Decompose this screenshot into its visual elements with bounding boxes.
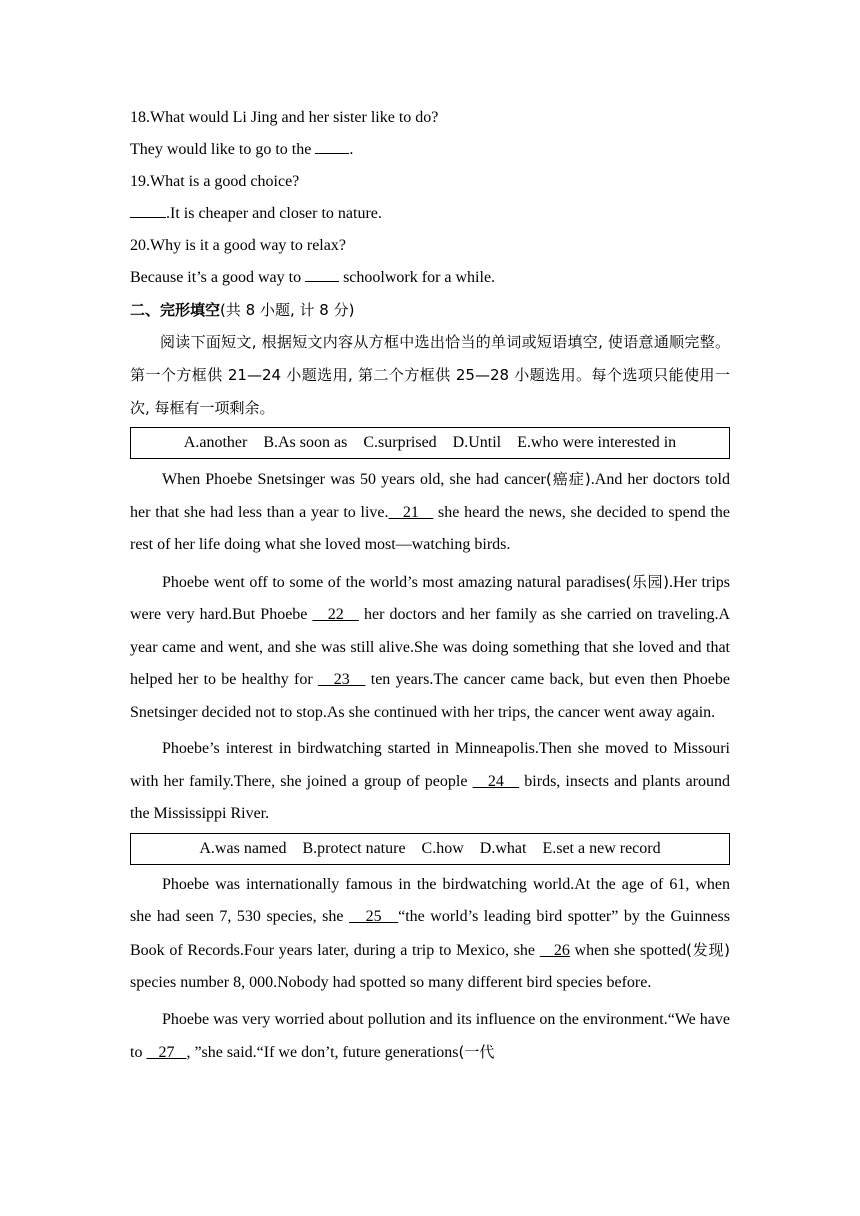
section-instructions: 阅读下面短文, 根据短文内容从方框中选出恰当的单词或短语填空, 使语意通顺完整。第一个方框供 21—24 小题选用, 第二个方框供 25—28 小题选用。每个选项只能使用一次, 每框有一项剩余。 (130, 333, 730, 417)
answer-18: They would like to go to the . (130, 141, 354, 158)
option-box-2-b: B.protect nature (302, 839, 406, 857)
blank-24: 24 (472, 772, 520, 790)
blank-26: 26 (539, 941, 570, 959)
option-box-2-e: E.set a new record (542, 839, 661, 857)
answer-19: .It is cheaper and closer to nature. (130, 198, 730, 230)
option-box-2-d: D.what (479, 839, 527, 857)
question-20: 20.Why is it a good way to relax? (130, 237, 346, 254)
blank-23: 23 (317, 671, 366, 688)
question-18: 18.What would Li Jing and her sister like to do? (130, 109, 439, 126)
blank-27: 27 (146, 1044, 187, 1061)
option-box-1 (130, 427, 730, 459)
option-box-2 (130, 833, 730, 865)
answer-20: Because it’s a good way to schoolwork for a while. (130, 269, 496, 286)
answer-blank (305, 267, 339, 282)
blank-22: 22 (312, 606, 359, 623)
option-box-1-d: D.Until (452, 434, 502, 451)
passage-paragraph-5: Phoebe was very worried about pollution and its influence on the environment.“We have to 27 , ”she said.“If we don’t, future generations(一代 (130, 1010, 730, 1061)
option-box-1-c: C.surprised (363, 434, 437, 451)
answer-blank (130, 203, 166, 218)
blank-25: 25 (349, 908, 399, 925)
option-box-1-e: E.who were interested in (517, 434, 677, 451)
option-box-1-b: B.As soon as (263, 434, 348, 451)
document-content (130, 102, 730, 1070)
option-box-2-c: C.how (421, 839, 464, 857)
question-19: 19.What is a good choice? (130, 173, 300, 190)
passage-paragraph-1: When Phoebe Snetsinger was 50 years old, she had cancer(癌症).And her doctors told her that she had less than a year to live. 21 she heard the news, she decided to spend the rest of her life doing what she loved most—watching birds. (130, 470, 731, 553)
passage-paragraph-3: Phoebe’s interest in birdwatching started in Minneapolis.Then she moved to Missouri with her family.There, she joined a group of people 24 birds, insects and plants around the Mississippi River. (130, 740, 731, 822)
option-box-1-a: A.another (183, 434, 248, 451)
option-box-2-a: A.was named (199, 839, 287, 857)
section-heading: 二、完形填空(共 8 小题, 计 8 分) (130, 301, 355, 319)
answer-blank (315, 139, 349, 154)
blank-21: 21 (388, 503, 434, 521)
passage-paragraph-4: Phoebe was internationally famous in the birdwatching world.At the age of 61, when she had seen 7, 530 species, she 25 “the world’s leading bird spotter” by the Guinness Book of Records.Four years later, during a trip to Mexico, she 26 when she spotted(发现) species number 8, 000.Nobody had spotted so many different bird species before. (130, 875, 731, 991)
passage-paragraph-2: Phoebe went off to some of the world’s most amazing natural paradises(乐园).Her trips were very hard.But Phoebe 22 her doctors and her family as she carried on traveling.A year came and went, and she was still alive.She was doing something that she loved and that helped her to be healthy for 23 ten years.The cancer came back, but even then Phoebe Snetsinger decided not to stop.As she continued with her trips, the cancer went away again. (130, 572, 731, 721)
